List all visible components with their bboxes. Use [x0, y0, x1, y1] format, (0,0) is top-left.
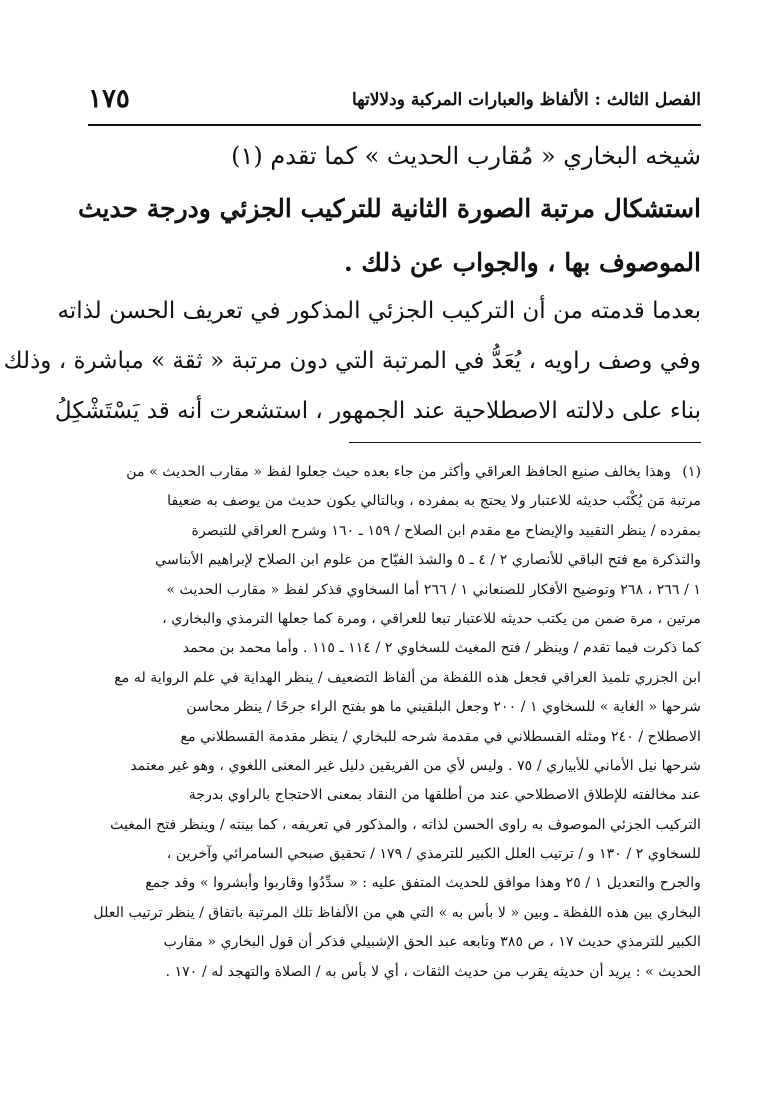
page-header	[88, 84, 701, 118]
footnote-text: وهذا يخالف صنيع الحافظ العراقي وأكثر من جاء بعده حيث جعلوا لفظ « مقارب الحديث » من	[126, 464, 671, 480]
body-line: بناء على دلالته الاصطلاحية عند الجمهور ، استشعرت أنه قد يَسْتَشْكِلُ	[54, 398, 701, 424]
page-number: ١٧٥	[88, 84, 130, 114]
footnote-separator	[349, 442, 701, 443]
footnotes	[62, 458, 701, 987]
footnote-line: ١ / ٢٦٦ ، ٢٦٨ وتوضيح الأفكار للصنعاني ١ / ٢٦٦ أما السخاوي فذكر لفظ « مقارب الحديث »	[166, 581, 701, 598]
footnote-line: بمفرده / ينظر التقييد والإيضاح مع مقدم ابن الصلاح / ١٥٩ ـ ١٦٠ وشرح العراقي للتبصرة	[191, 522, 701, 539]
footnote-marker: (١)	[682, 464, 701, 480]
footnote-line: البخاري بين هذه اللفظة ـ وبين « لا بأس به » التي هي من الألفاظ تلك المرتبة باتفاق / ينظر ترتيب العلل	[93, 904, 701, 921]
running-title: الفصل الثالث : الألفاظ والعبارات المركبة ودلالاتها	[351, 90, 701, 110]
footnote-line: شرحها « الغاية » للسخاوي ١ / ٢٠٠ وجعل البلقيني ما هو بفتح الراء جرحًا / ينظر محاسن	[186, 699, 701, 716]
section-heading: الموصوف بها ، والجواب عن ذلك .	[343, 248, 701, 277]
section-heading: استشكال مرتبة الصورة الثانية للتركيب الجزئي ودرجة حديث	[77, 194, 701, 223]
footnote-line: مرتين ، مرة ضمن من يكتب حديثه للاعتبار تبعا للعراقي ، ومرة كما جعلها الترمذي والبخاري ،	[162, 610, 701, 627]
body-line: شيخه البخاري « مُقارب الحديث » كما تقدم (١)	[231, 142, 701, 170]
footnote-line: والتذكرة مع فتح الباقي للأنصاري ٢ / ٤ ـ ٥ والشذ الفيّاح من علوم ابن الصلاح لإبراهيم الأبناسي	[155, 552, 701, 569]
footnote-line: التركيب الجزئي الموصوف به راوى الحسن لذاته ، والمذكور في تعريفه ، كما بينته / وينظر فتح المغيث	[110, 816, 701, 833]
body-line: بعدما قدمته من أن التركيب الجزئي المذكور في تعريف الحسن لذاته	[57, 298, 701, 324]
footnote-line	[62, 458, 701, 487]
footnote-line: الكبير للترمذي حديث ١٧ ، ص ٣٨٥ وتابعه عبد الحق الإشبيلي فذكر أن قول البخاري « مقارب	[163, 934, 701, 951]
footnote-line: مرتبة مَن يُكْتَب حديثه للاعتبار ولا يحتج به بمفرده ، وبالتالي يكون حديث من يوصف به ضعيفا	[167, 493, 701, 510]
footnote-line: والجرح والتعديل ١ / ٢٥ وهذا موافق للحديث المتفق عليه : « سدِّدُوا وقاربوا وأبشروا » وقد جمع	[145, 875, 701, 892]
footnote-line: الحديث » : يريد أن حديثه يقرب من حديث الثقات ، أي لا بأس به / الصلاة والتهجد له / ١٧٠ .	[165, 963, 701, 980]
header-rule	[88, 124, 701, 126]
body-line: وفي وصف راويه ، يُعَدُّ في المرتبة التي دون مرتبة « ثقة » مباشرة ، وذلك	[3, 348, 701, 374]
footnote-line: شرحها نيل الأماني للأبياري / ٧٥ . وليس لأي من الفريقين دليل غير المعنى اللغوي ، وهو غير معتمد	[130, 757, 701, 774]
footnote-line: ابن الجزري تلميذ العراقي فجعل هذه اللفظة من ألفاظ التضعيف / ينظر الهداية في علم الرواية له مع	[114, 669, 701, 686]
footnote-line: الاصطلاح / ٢٤٠ ومثله القسطلاني في مقدمة شرحه للبخاري / ينظر مقدمة القسطلاني مع	[180, 728, 701, 745]
footnote-line: كما ذكرت فيما تقدم / وينظر / فتح المغيث للسخاوي ٢ / ١١٤ ـ ١١٥ . وأما محمد بن محمد	[182, 640, 701, 657]
footnote-line: للسخاوي ٢ / ١٣٠ و / ترتيب العلل الكبير للترمذي / ١٧٩ / تحقيق صبحي السامرائي وآخرين ،	[166, 846, 701, 863]
footnote-line: عند مخالفته للإطلاق الاصطلاحي عند من أطلقها من النقاد بمعنى الاحتجاج بالراوي بدرجة	[188, 787, 701, 804]
